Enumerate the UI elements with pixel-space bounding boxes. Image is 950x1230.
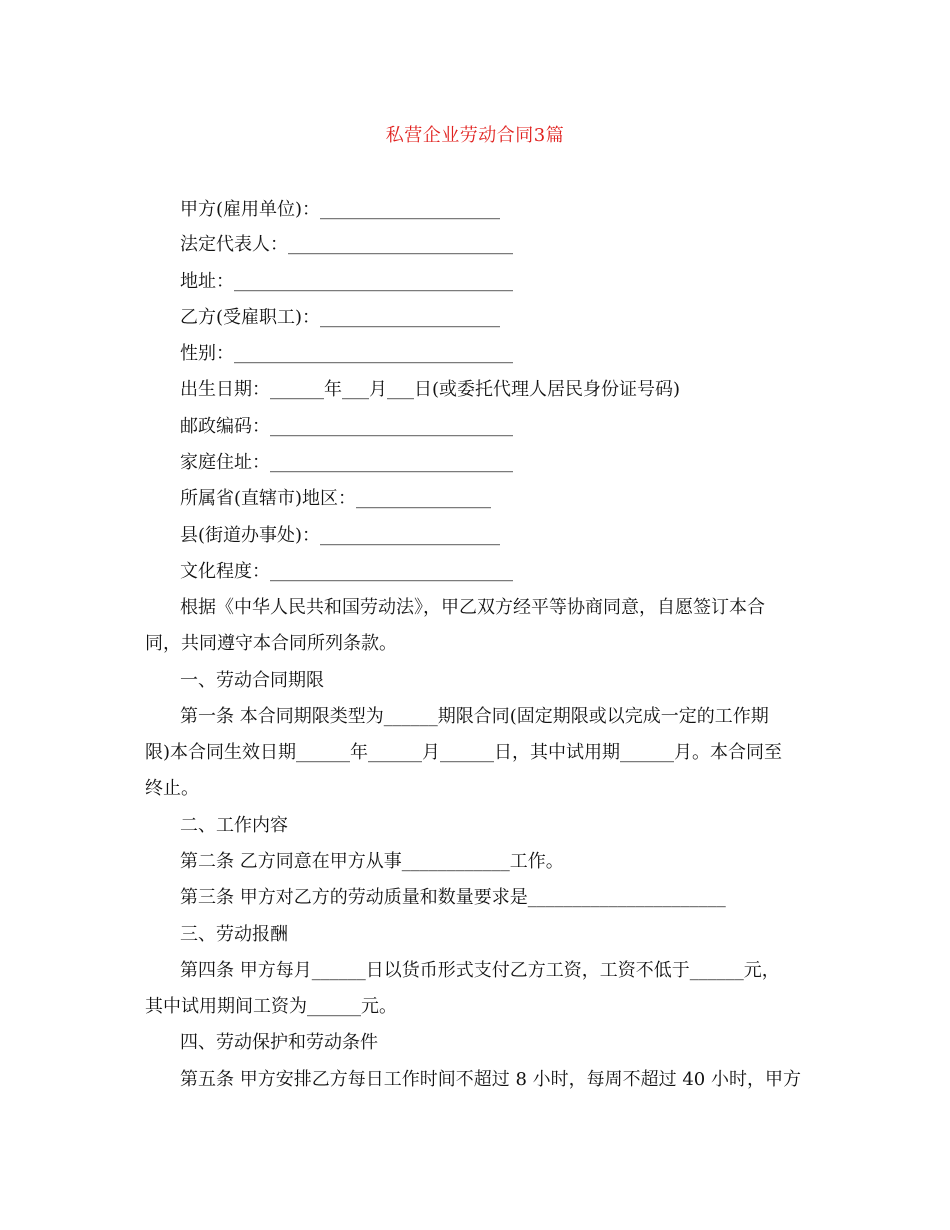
section-heading-labor-protection: 四、劳动保护和劳动条件 (180, 1032, 378, 1053)
field-gender: 性别：_______________________________ (180, 343, 513, 364)
field-postal-code: 邮政编码：___________________________ (180, 416, 513, 437)
intro-paragraph-line-1: 根据《中华人民共和国劳动法》，甲乙双方经平等协商同意，自愿签订本合 (180, 597, 765, 618)
field-county-office: 县(街道办事处)：____________________ (180, 525, 501, 546)
section-heading-remuneration: 三、劳动报酬 (180, 924, 288, 945)
section-heading-term: 一、劳动合同期限 (180, 670, 324, 691)
section-heading-work-content: 二、工作内容 (180, 815, 288, 836)
article-2: 第二条 乙方同意在甲方从事____________工作。 (180, 851, 564, 872)
article-4-line-1: 第四条 甲方每月______日以货币形式支付乙方工资，工资不低于______元， (180, 960, 780, 981)
field-legal-representative: 法定代表人：_________________________ (180, 234, 513, 255)
field-party-a: 甲方(雇用单位)：____________________ (180, 199, 501, 220)
field-home-address: 家庭住址：___________________________ (180, 452, 513, 473)
field-address: 地址：_______________________________ (180, 271, 513, 292)
article-5-line-1: 第五条 甲方安排乙方每日工作时间不超过 8 小时，每周不超过 40 小时，甲方 (180, 1069, 801, 1090)
article-1-line-2: 限)本合同生效日期______年______月______日，其中试用期______月。本合同至 (145, 742, 783, 763)
field-birth-date: 出生日期：______年___月___日(或委托代理人居民身份证号码) (180, 379, 681, 400)
field-province-region: 所属省(直辖市)地区：_______________ (180, 488, 492, 509)
article-4-line-2: 其中试用期间工资为______元。 (145, 996, 397, 1017)
intro-paragraph-line-2: 同，共同遵守本合同所列条款。 (145, 633, 397, 654)
article-1-line-1: 第一条 本合同期限类型为______期限合同(固定期限或以完成一定的工作期 (180, 706, 769, 727)
document-title: 私营企业劳动合同3篇 (385, 125, 565, 146)
article-3: 第三条 甲方对乙方的劳动质量和数量要求是______________________ (180, 887, 726, 908)
article-1-line-3: 终止。 (145, 778, 199, 799)
field-party-b: 乙方(受雇职工)：____________________ (180, 307, 501, 328)
field-education: 文化程度：___________________________ (180, 561, 513, 582)
